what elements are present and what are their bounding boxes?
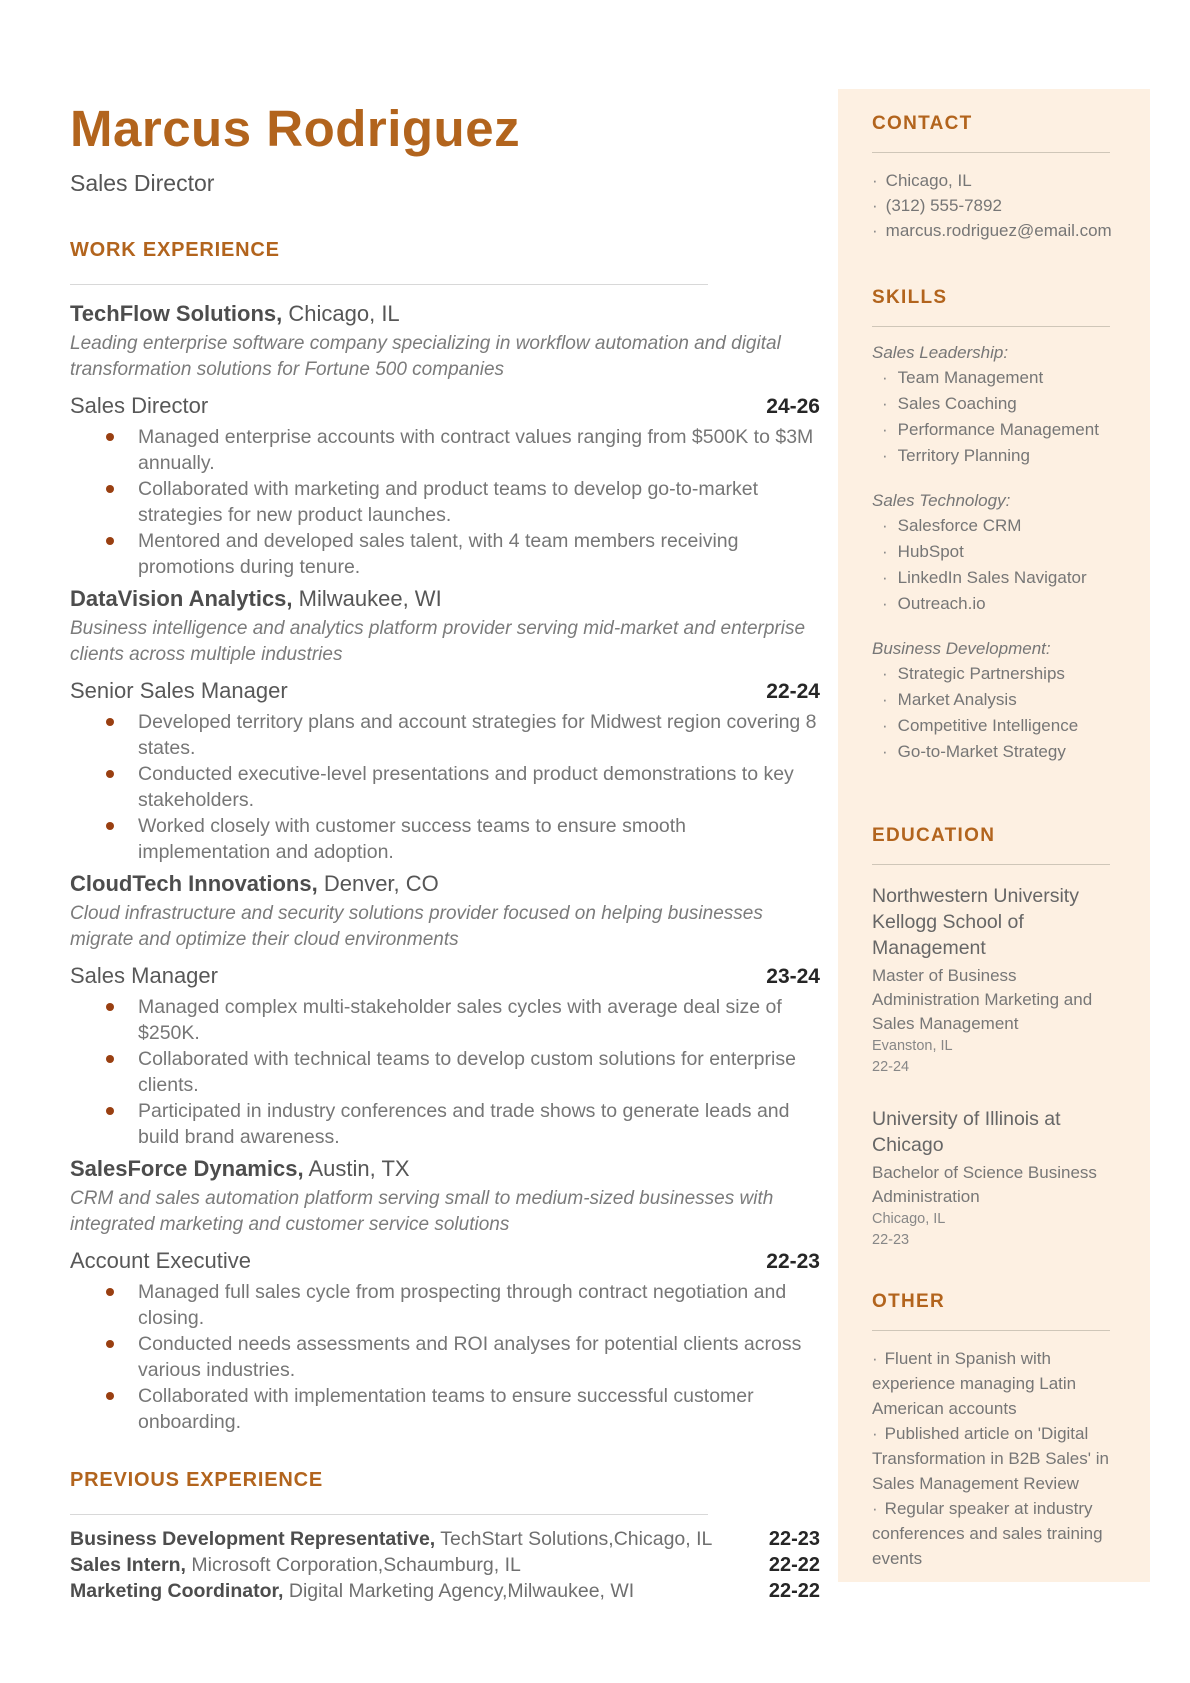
skill-group [872,637,1110,765]
school-dates: 22-24 [872,1059,910,1075]
skill-item: · Salesforce CRM [872,513,1110,539]
previous-role-line [70,1578,634,1604]
previous-experience-rows [70,1526,820,1604]
bullet-item: Developed territory plans and account strategies for Midwest region covering 8 states. [138,709,820,761]
skill-item: · Go-to-Market Strategy [872,739,1110,765]
role-title: Account Executive [70,1248,251,1273]
school-name: Northwestern University Kellogg School of Management [872,885,1079,959]
bullet-item: Conducted executive-level presentations and product demonstrations to key stakeholders. [138,761,820,813]
school-name: University of Illinois at Chicago [872,1108,1061,1156]
company-description: Cloud infrastructure and security solutions provider focused on helping businesses migrate and optimize their cloud environments [70,903,763,950]
sidebar-heading-skills: SKILLS [872,287,948,308]
sidebar-section-skills [872,287,1110,765]
contact-list [872,168,1110,243]
role-row [70,963,820,989]
bullet-item: Collaborated with technical teams to develop custom solutions for enterprise clients. [138,1046,820,1098]
other-list [872,1346,1110,1571]
previous-role-dates: 22-22 [768,1554,820,1576]
role-row [70,678,820,704]
school-location: Evanston, IL [872,1038,953,1054]
skill-group-label: Business Development: [872,639,1051,658]
previous-role-line [70,1552,521,1578]
previous-role-title: Business Development Representative, [70,1528,436,1550]
skill-group-label: Sales Leadership: [872,343,1009,362]
resume-sidebar [838,89,1150,1582]
sidebar-heading-education: EDUCATION [872,825,996,846]
sidebar-heading-other: OTHER [872,1291,945,1312]
school-degree: Bachelor of Science Business Administration [872,1163,1097,1206]
skill-item: · HubSpot [872,539,1110,565]
other-item: · Regular speaker at industry conferences and sales training events [872,1496,1110,1571]
bullet-item: Conducted needs assessments and ROI analyses for potential clients across various industries. [138,1331,820,1383]
education-entry [872,883,1110,1078]
skill-group [872,489,1110,617]
bullet-item: Collaborated with implementation teams to ensure successful customer onboarding. [138,1383,820,1435]
company-block [70,584,820,865]
contact-phone: · (312) 555-7892 [872,193,1110,218]
company-location: Austin, TX [303,1156,410,1181]
other-item: · Fluent in Spanish with experience managing Latin American accounts [872,1346,1110,1421]
skill-item: · Market Analysis [872,687,1110,713]
company-line [70,1154,820,1183]
role-row [70,1248,820,1274]
bullet-item: Mentored and developed sales talent, with 4 team members receiving promotions during tenure. [138,528,820,580]
bullet-item: Managed enterprise accounts with contract values ranging from $500K to $3M annually. [138,424,820,476]
bullet-item: Managed full sales cycle from prospecting through contract negotiation and closing. [138,1279,820,1331]
previous-role-dates: 22-22 [768,1580,820,1602]
previous-role-dates: 22-23 [768,1528,820,1550]
company-location: Chicago, IL [282,301,400,326]
sidebar-divider [872,864,1110,865]
role-bullet-list [70,994,820,1150]
skill-item: · Strategic Partnerships [872,661,1110,687]
education-entry [872,1106,1110,1251]
previous-role-details: Microsoft Corporation,Schaumburg, IL [185,1554,521,1576]
skill-group-label: Sales Technology: [872,491,1011,510]
page-title: Marcus Rodriguez [70,100,521,157]
section-divider [70,1514,708,1515]
bullet-item: Participated in industry conferences and trade shows to generate leads and build brand awareness. [138,1098,820,1150]
contact-location: · Chicago, IL [872,168,1110,193]
sidebar-divider [872,152,1110,153]
sidebar-divider [872,326,1110,327]
school-location: Chicago, IL [872,1211,946,1227]
previous-role-details: TechStart Solutions,Chicago, IL [435,1528,713,1550]
sidebar-section-education [872,825,1110,1251]
sidebar-section-other [872,1291,1110,1571]
section-heading-previous-experience: PREVIOUS EXPERIENCE [70,1469,324,1491]
role-bullet-list [70,424,820,580]
sidebar-divider [872,1330,1110,1331]
section-heading-work-experience: WORK EXPERIENCE [70,239,280,261]
role-dates: 24-26 [766,395,820,418]
sidebar-heading-contact: CONTACT [872,113,973,134]
role-dates: 22-24 [766,680,820,703]
previous-experience-row [70,1526,820,1552]
company-line [70,584,820,613]
role-bullet-list [70,709,820,865]
contact-email: · marcus.rodriguez@email.com [872,218,1110,243]
role-title: Senior Sales Manager [70,678,288,703]
role-title: Sales Director [70,393,209,418]
company-name: TechFlow Solutions, [70,301,283,326]
company-block [70,299,820,580]
role-title: Sales Manager [70,963,218,988]
skill-item: · Territory Planning [872,443,1110,469]
bullet-item: Collaborated with marketing and product teams to develop go-to-market strategies for new product launches. [138,476,820,528]
company-description: CRM and sales automation platform serving small to medium-sized businesses with integrated marketing and customer service solutions [70,1188,774,1235]
company-name: DataVision Analytics, [70,586,293,611]
role-row [70,393,820,419]
company-block [70,869,820,1150]
role-bullet-list [70,1279,820,1435]
company-description: Business intelligence and analytics platform provider serving mid-market and enterprise clients across multiple industries [70,618,806,665]
previous-role-title: Marketing Coordinator, [70,1580,284,1602]
role-dates: 23-24 [766,965,820,988]
role-dates: 22-23 [766,1250,820,1273]
company-location: Denver, CO [317,871,439,896]
skill-group [872,341,1110,469]
bullet-item: Managed complex multi-stakeholder sales cycles with average deal size of $250K. [138,994,820,1046]
job-title: Sales Director [70,170,215,196]
company-line [70,869,820,898]
company-location: Milwaukee, WI [292,586,442,611]
other-item: · Published article on 'Digital Transformation in B2B Sales' in Sales Management Review [872,1421,1110,1496]
previous-experience-row [70,1578,820,1604]
skill-item: · LinkedIn Sales Navigator [872,565,1110,591]
company-name: CloudTech Innovations, [70,871,318,896]
previous-role-title: Sales Intern, [70,1554,186,1576]
skill-item: · Competitive Intelligence [872,713,1110,739]
section-divider [70,284,708,285]
school-dates: 22-23 [872,1232,910,1248]
company-line [70,299,820,328]
previous-role-details: Digital Marketing Agency,Milwaukee, WI [283,1580,635,1602]
company-name: SalesForce Dynamics, [70,1156,304,1181]
skill-item: · Performance Management [872,417,1110,443]
sidebar-section-contact [872,113,1110,243]
company-description: Leading enterprise software company specializing in workflow automation and digital transformation solutions for Fortune 500 companies [70,333,781,380]
resume-main-column [70,0,820,1604]
skill-item: · Outreach.io [872,591,1110,617]
previous-experience-row [70,1552,820,1578]
company-block [70,1154,820,1435]
bullet-item: Worked closely with customer success teams to ensure smooth implementation and adoption. [138,813,820,865]
skill-item: · Sales Coaching [872,391,1110,417]
school-degree: Master of Business Administration Marketing and Sales Management [872,966,1093,1033]
skill-item: · Team Management [872,365,1110,391]
previous-role-line [70,1526,712,1552]
